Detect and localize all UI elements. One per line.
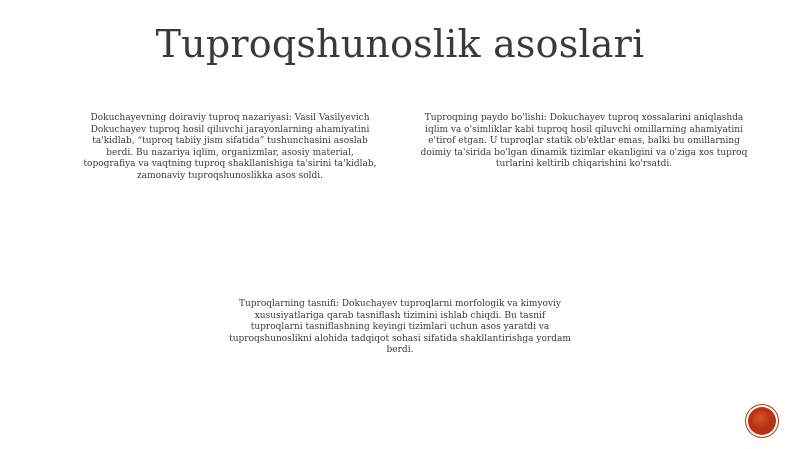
text-block-soil-classification: Tuproqlarning tasnifi: Dokuchayev tuproqlarni morfologik va kimyoviy xususiyatlariga qarab tasniflash tizimini ishlab chiqdi. Bu tasnif tuproqlarni tasniflashning keyingi tizimlari uchun asos yaratdi va tuproqshunoslikni alohida tadqiqot sohasi sifatida shakllantirishga yordam berdi. [229,299,571,356]
slide-title: Tuproqshunoslik asoslari [155,22,645,66]
circle-nav-icon [752,411,772,431]
slide-nav-button[interactable] [748,407,776,435]
text-block-dokuchayev-theory: Dokuchayevning doiraviy tuproq nazariyasi: Vasil Vasilyevich Dokuchayev tuproq hosil qiluvchi jarayonlarning ahamiyatini ta'kidlab, “tuproq tabiiy jism sifatida” tushunchasini asoslab berdi. Bu nazariya iqlim, organizmlar, asosiy material, topografiya va vaqtning tuproq shakllanishiga ta'sirini ta'kidlab, zamonaviy tuproqshunoslikka asos soldi. [83,113,377,181]
text-block-soil-formation: Tuproqning paydo bo'lishi: Dokuchayev tuproq xossalarini aniqlashda iqlim va o'simliklar kabi tuproq hosil qiluvchi omillarning ahamiyatini e'tirof etgan. U tuproqlar statik ob'ektlar emas, balki bu omillarning doimiy ta'sirida bo'lgan dinamik tizimlar ekanligini va o'ziga xos tuproq turlarini keltirib chiqarishini ko'rsatdi. [420,113,748,170]
